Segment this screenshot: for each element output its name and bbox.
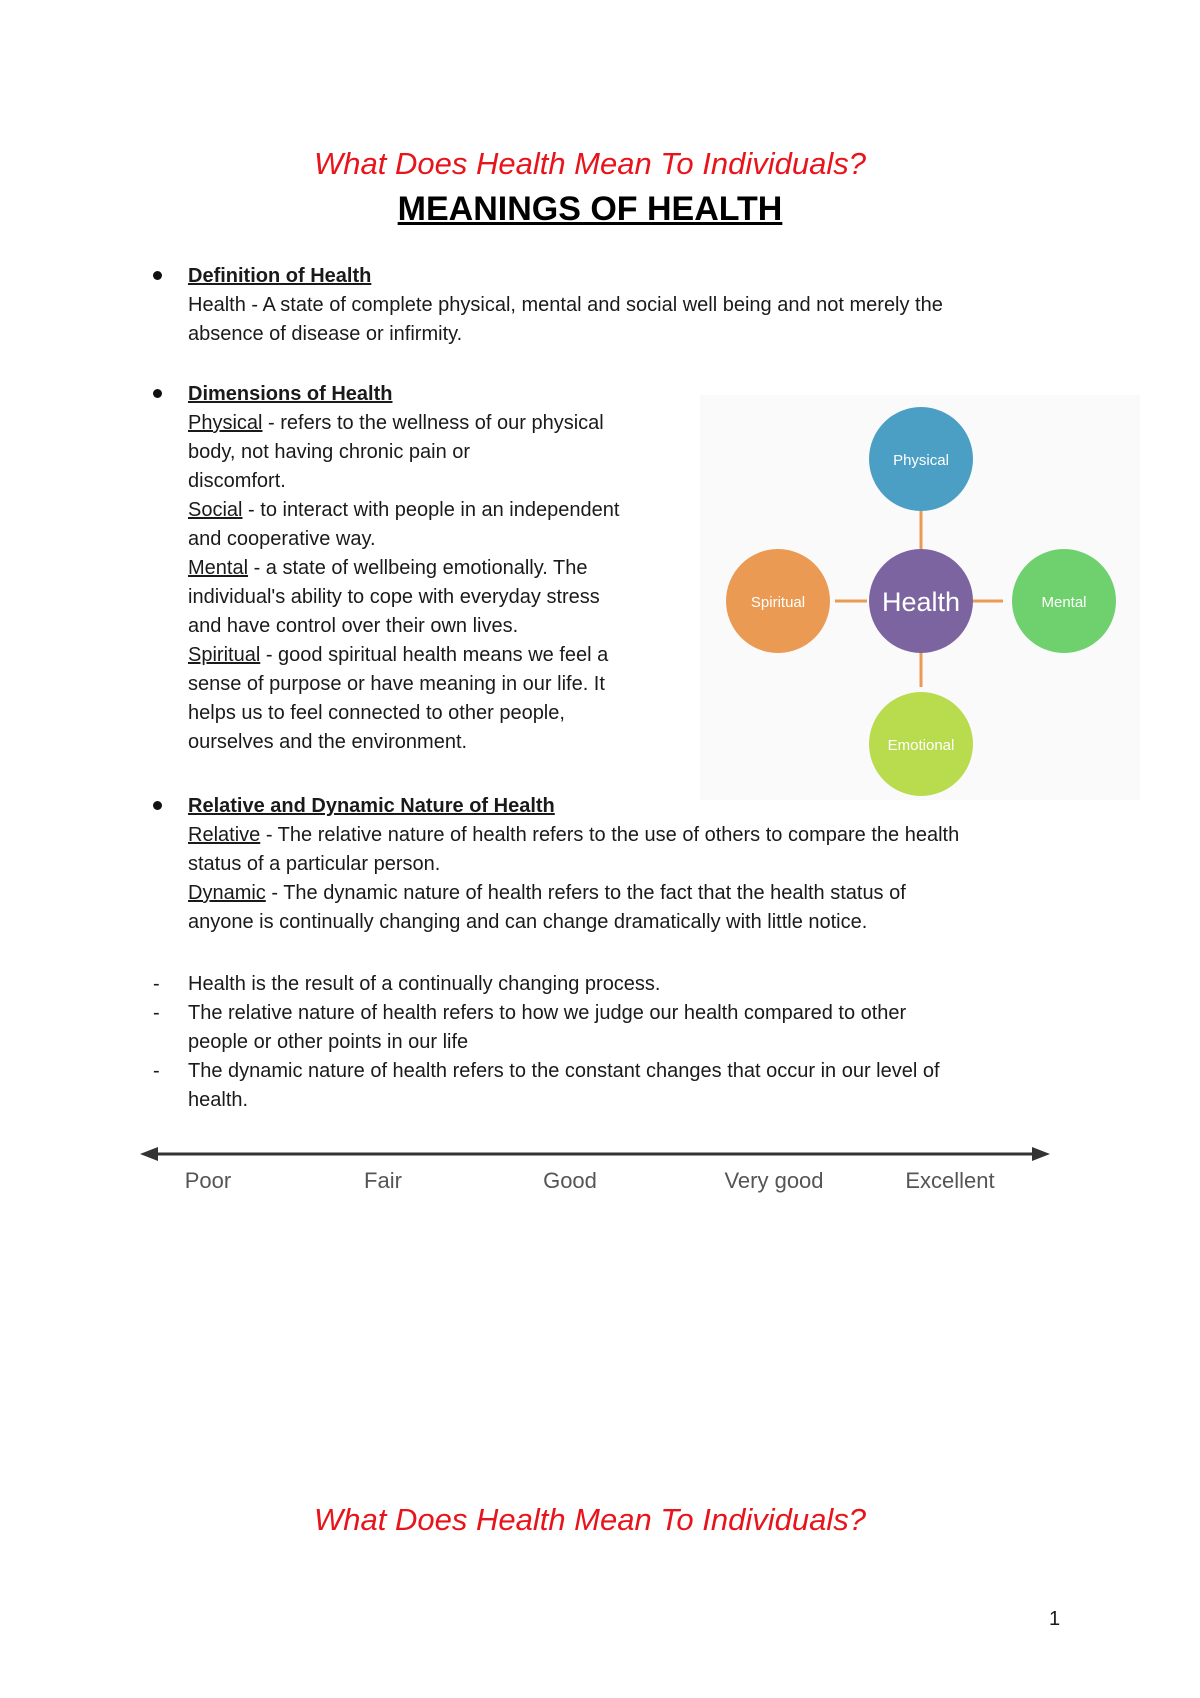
scale-label-poor: Poor (184, 1168, 232, 1193)
dynamic-line: anyone is continually changing and can change dramatically with little notice. (188, 911, 868, 933)
dash-list (153, 970, 1048, 1115)
page-number: 1 (1049, 1608, 1061, 1630)
spiritual-line: helps us to feel connected to other people, (188, 702, 565, 724)
relative-dynamic-title: Relative and Dynamic Nature of Health (188, 795, 555, 817)
social-term: Social (188, 499, 243, 521)
mental-line: and have control over their own lives. (188, 615, 519, 637)
spiritual-line: ourselves and the environment. (188, 731, 468, 753)
relative-line: status of a particular person. (188, 853, 441, 875)
dimensions-section (188, 380, 708, 757)
health-dimensions-diagram (700, 395, 1140, 800)
physical-node-label: Physical (893, 452, 949, 469)
definition-title: Definition of Health (188, 265, 372, 287)
scale-label-very-good: Very good (724, 1168, 824, 1193)
definition-section (188, 262, 1068, 349)
physical-line: discomfort. (188, 470, 286, 492)
relative-line: Relative - The relative nature of health refers to the use of others to compare the health (188, 824, 960, 846)
social-line: and cooperative way. (188, 528, 376, 550)
arrow-right-icon (1032, 1147, 1050, 1161)
definition-line: Health - A state of complete physical, mental and social well being and not merely the (188, 294, 943, 316)
page-heading-repeat: What Does Health Mean To Individuals? (314, 1502, 866, 1537)
list-item: - Health is the result of a continually changing process. (188, 970, 1048, 999)
arrow-left-icon (140, 1147, 158, 1161)
health-scale (140, 1140, 1060, 1200)
scale-label-excellent: Excellent (905, 1168, 995, 1193)
physical-line: Physical - refers to the wellness of our physical (188, 412, 604, 434)
scale-label-fair: Fair (364, 1168, 402, 1193)
relative-term: Relative (188, 824, 261, 846)
scale-label-good: Good (543, 1168, 597, 1193)
spiritual-node-label: Spiritual (750, 594, 806, 611)
dynamic-term: Dynamic (188, 882, 266, 904)
social-line: Social - to interact with people in an independent (188, 499, 620, 521)
bullet-icon (153, 271, 162, 280)
health-node-label: Health (881, 587, 961, 617)
relative-dynamic-section (188, 792, 1088, 937)
physical-term: Physical (188, 412, 263, 434)
physical-line: body, not having chronic pain or (188, 441, 471, 463)
spiritual-line: sense of purpose or have meaning in our life. It (188, 673, 605, 695)
bullet-icon (153, 801, 162, 810)
dash-icon: - (153, 1060, 160, 1082)
dimensions-title: Dimensions of Health (188, 383, 393, 405)
mental-line: Mental - a state of wellbeing emotionally. The (188, 557, 588, 579)
spiritual-term: Spiritual (188, 644, 261, 666)
mental-line: individual's ability to cope with everyday stress (188, 586, 600, 608)
dash-icon: - (153, 973, 160, 995)
dash-icon: - (153, 1002, 160, 1024)
definition-line: absence of disease or infirmity. (188, 323, 463, 345)
mental-node-label: Mental (1041, 594, 1087, 611)
emotional-node-label: Emotional (887, 737, 955, 754)
list-item: - The relative nature of health refers to how we judge our health compared to other people or other points in our life (188, 999, 1048, 1057)
mental-term: Mental (188, 557, 249, 579)
page-heading: What Does Health Mean To Individuals? (314, 146, 866, 181)
bullet-icon (153, 389, 162, 398)
spiritual-line: Spiritual - good spiritual health means we feel a (188, 644, 609, 666)
page-title: MEANINGS OF HEALTH (397, 190, 783, 228)
list-item: - The dynamic nature of health refers to the constant changes that occur in our level of health. (188, 1057, 1048, 1115)
dynamic-line: Dynamic - The dynamic nature of health refers to the fact that the health status of (188, 882, 906, 904)
